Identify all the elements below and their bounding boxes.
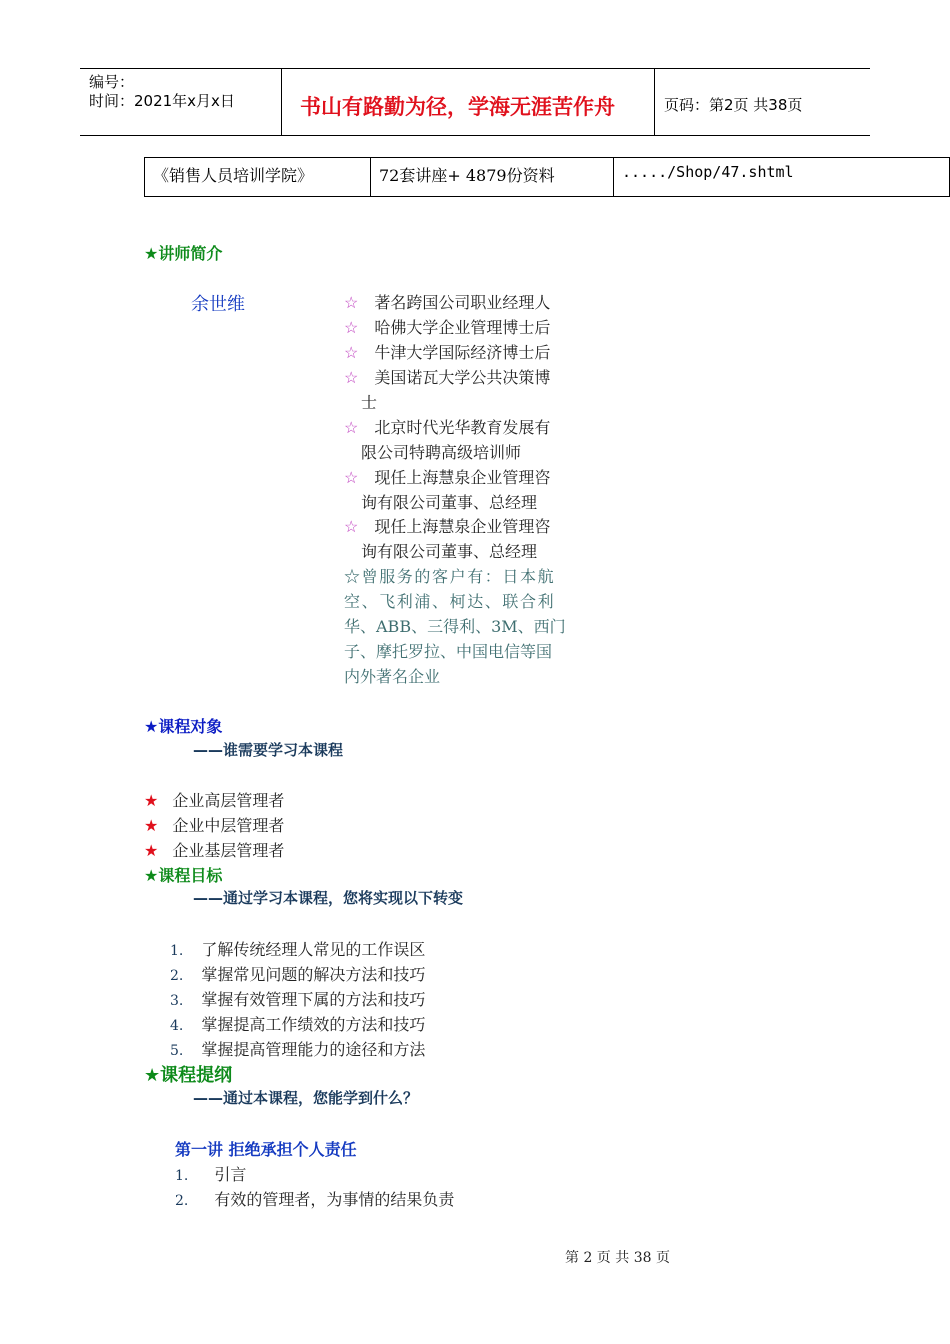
goal-item: 1. 了解传统经理人常见的工作误区 bbox=[170, 940, 426, 959]
star-outline-icon: ☆ bbox=[344, 343, 359, 362]
audience-section-title: ★课程对象 bbox=[144, 717, 223, 736]
lecturer-bio-line: ☆ 哈佛大学企业管理博士后 bbox=[344, 318, 551, 337]
lecturer-bio-line: 士 bbox=[361, 393, 378, 412]
header-divider-2 bbox=[654, 68, 655, 136]
star-outline-icon: ☆ bbox=[344, 293, 359, 312]
goal-item: 3. 掌握有效管理下属的方法和技巧 bbox=[170, 990, 426, 1009]
lecturer-bio-line: ☆ 现任上海慧泉企业管理咨 bbox=[344, 468, 551, 487]
ad-cell-count: 72套讲座+ 4879份资料 bbox=[371, 158, 614, 196]
star-icon: ★ bbox=[144, 791, 159, 810]
header-bottom-rule bbox=[80, 135, 870, 136]
clients-line: 华、ABB、三得利、3M、西门 bbox=[344, 617, 566, 636]
lecturer-bio-line: ☆ 著名跨国公司职业经理人 bbox=[344, 293, 551, 312]
clients-line: ☆曾服务的客户有：日本航 bbox=[344, 567, 556, 586]
star-icon: ★ bbox=[144, 841, 159, 860]
header-divider-1 bbox=[281, 68, 282, 136]
lecturer-section-title: ★讲师简介 bbox=[144, 244, 223, 263]
lecturer-bio-line: 询有限公司董事、总经理 bbox=[361, 493, 538, 512]
outline-subtitle: ——通过本课程，您能学到什么？ bbox=[193, 1089, 419, 1107]
outline-section-title: ★课程提纲 bbox=[144, 1065, 233, 1086]
star-outline-icon: ☆ bbox=[344, 368, 359, 387]
goal-item: 2. 掌握常见问题的解决方法和技巧 bbox=[170, 965, 426, 984]
goals-section-title: ★课程目标 bbox=[144, 866, 223, 885]
page-label: 页码：第2页 共38页 bbox=[664, 96, 803, 114]
ad-cell-link[interactable]: ...../Shop/47.shtml bbox=[622, 163, 794, 181]
audience-subtitle: ——谁需要学习本课程 bbox=[193, 741, 344, 759]
goals-subtitle: ——通过学习本课程，您将实现以下转变 bbox=[193, 889, 464, 907]
lecturer-bio-line: 询有限公司董事、总经理 bbox=[361, 542, 538, 561]
page-footer: 第 2 页 共 38 页 bbox=[565, 1250, 670, 1266]
star-outline-icon: ☆ bbox=[344, 418, 359, 437]
clients-line: 子、摩托罗拉、中国电信等国 bbox=[344, 642, 553, 661]
lecturer-bio-line: ☆ 北京时代光华教育发展有 bbox=[344, 418, 551, 437]
time-label: 时间：2021年x月x日 bbox=[89, 92, 235, 110]
audience-item: ★ 企业中层管理者 bbox=[144, 816, 285, 835]
ad-table bbox=[144, 157, 950, 197]
star-outline-icon: ☆ bbox=[344, 517, 359, 536]
lecturer-bio-line: ☆ 美国诺瓦大学公共决策博 bbox=[344, 368, 551, 387]
star-icon: ★ bbox=[144, 816, 159, 835]
audience-item: ★ 企业基层管理者 bbox=[144, 841, 285, 860]
lecturer-bio-line: ☆ 牛津大学国际经济博士后 bbox=[344, 343, 551, 362]
ad-cell-title: 《销售人员培训学院》 bbox=[145, 158, 371, 196]
lecturer-bio-line: ☆ 现任上海慧泉企业管理咨 bbox=[344, 517, 551, 536]
goal-item: 4. 掌握提高工作绩效的方法和技巧 bbox=[170, 1015, 426, 1034]
outline-item: 2. 有效的管理者，为事情的结果负责 bbox=[175, 1190, 455, 1209]
lecturer-bio-line: 限公司特聘高级培训师 bbox=[361, 443, 522, 462]
number-label: 编号： bbox=[89, 73, 135, 91]
star-outline-icon: ☆ bbox=[344, 468, 359, 487]
lecturer-name: 余世维 bbox=[191, 294, 245, 315]
motto: 书山有路勤为径，学海无涯苦作舟 bbox=[300, 95, 615, 119]
star-outline-icon: ☆ bbox=[344, 318, 359, 337]
outline-item: 1. 引言 bbox=[175, 1165, 247, 1184]
lecture-title: 第一讲 拒绝承担个人责任 bbox=[175, 1140, 357, 1159]
clients-line: 空、飞利浦、柯达、联合利 bbox=[344, 592, 556, 611]
goal-item: 5. 掌握提高管理能力的途径和方法 bbox=[170, 1040, 426, 1059]
clients-line: 内外著名企业 bbox=[344, 667, 441, 686]
audience-item: ★ 企业高层管理者 bbox=[144, 791, 285, 810]
header-top-rule bbox=[80, 68, 870, 69]
